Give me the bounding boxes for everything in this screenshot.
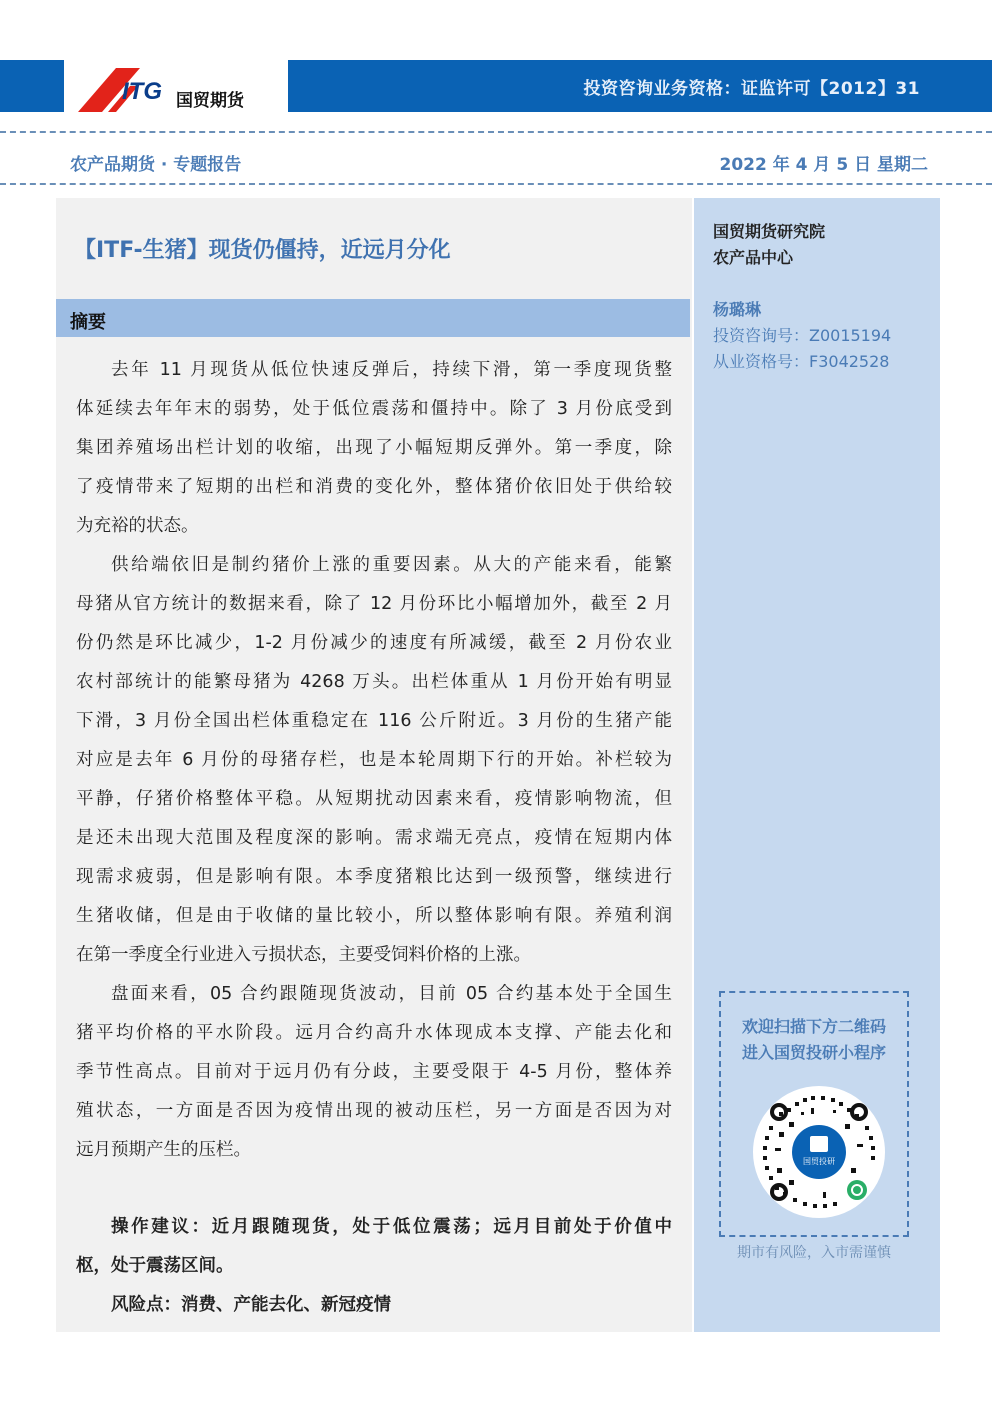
operation-advice — [76, 1208, 672, 1286]
text-line: 季节性高点。目前对于远月仍有分歧，主要受限于 4-5 月份，整体养 — [76, 1062, 672, 1082]
institute-name: 国贸期货研究院 — [713, 222, 826, 241]
text-line: 殖状态，一方面是否因为疫情出现的被动压栏，另一方面是否因为对 — [76, 1101, 672, 1121]
qr-invitation — [719, 1014, 909, 1066]
analyst-name: 杨璐琳 — [713, 300, 762, 319]
text-line: 体延续去年年末的弱势，处于低位震荡和僵持中。除了 3 月份底受到 — [76, 399, 672, 419]
text-line: 在第一季度全行业进入亏损状态，主要受饲料价格的上涨。 — [76, 945, 531, 965]
paragraph-3 — [76, 975, 672, 1170]
header-left-bar — [0, 60, 64, 112]
license-text: 投资咨询业务资格：证监许可【2012】31 — [583, 79, 920, 99]
text-line: 是还未出现大范围及程度深的影响。需求端无亮点，疫情在短期内体 — [76, 828, 672, 848]
paragraph-1 — [76, 351, 672, 546]
logo-company-name: 国贸期货 — [176, 91, 244, 111]
text-line: 去年 11 月现货从低位快速反弹后，持续下滑，第一季度现货整 — [111, 360, 672, 380]
institute-info — [713, 219, 825, 271]
text-line: 平静，仔猪价格整体平稳。从短期扰动因素来看，疫情影响物流，但 — [76, 789, 672, 809]
text-line: 份仍然是环比减少，1-2 月份减少的速度有所减缓，截至 2 月份农业 — [76, 633, 672, 653]
consult-number: 投资咨询号：Z0015194 — [713, 326, 892, 345]
text-line: 了疫情带来了短期的出栏和消费的变化外，整体猪价依旧处于供给较 — [76, 477, 672, 497]
qr-text-line1: 欢迎扫描下方二维码 — [741, 1017, 886, 1036]
text-line: 生猪收储，但是由于收储的量比较小，所以整体影响有限。养殖利润 — [76, 906, 672, 926]
text-line: 盘面来看，05 合约跟随现货波动，目前 05 合约基本处于全国生 — [111, 984, 672, 1004]
text-line: 现需求疲弱，但是影响有限。本季度猪粮比达到一级预警，继续进行 — [76, 867, 672, 887]
text-line: 集团养殖场出栏计划的收缩，出现了小幅短期反弹外。第一季度，除 — [76, 438, 672, 458]
qr-text-line2: 进入国贸投研小程序 — [741, 1043, 886, 1062]
risk-points — [76, 1286, 672, 1325]
report-date: 2022 年 4 月 5 日 星期二 — [719, 155, 928, 175]
header-divider-top — [0, 131, 992, 133]
text-line: 农村部统计的能繁母猪为 4268 万头。出栏体重从 1 月份开始有明显 — [76, 672, 672, 692]
text-line: 风险点：消费、产能去化、新冠疫情 — [111, 1295, 391, 1315]
text-line: 枢，处于震荡区间。 — [76, 1256, 234, 1276]
logo-text: ITG — [122, 78, 162, 105]
text-line: 远月预期产生的压栏。 — [76, 1140, 251, 1160]
mini-program-qr-code[interactable] — [749, 1082, 889, 1222]
analyst-info — [713, 297, 891, 375]
report-title: 【ITF-生猪】现货仍僵持，近远月分化 — [74, 238, 451, 263]
text-line: 下滑，3 月份全国出栏体重稳定在 116 公斤附近。3 月份的生猪产能 — [76, 711, 672, 731]
text-line: 猪平均价格的平水阶段。远月合约高升水体现成本支撑、产能去化和 — [76, 1023, 672, 1043]
text-line: 操作建议：近月跟随现货，处于低位震荡；远月目前处于价值中 — [111, 1217, 672, 1237]
section-header-bar — [56, 299, 690, 337]
qualification-number: 从业资格号：F3042528 — [713, 352, 890, 371]
header-divider-bottom — [0, 183, 992, 185]
text-line: 为充裕的状态。 — [76, 516, 199, 536]
text-line: 对应是去年 6 月份的母猪存栏，也是本轮周期下行的开始。补栏较为 — [76, 750, 672, 770]
section-label-summary: 摘要 — [70, 312, 106, 333]
paragraph-2 — [76, 546, 672, 975]
department-name: 农产品中心 — [713, 248, 794, 267]
text-line: 母猪从官方统计的数据来看，除了 12 月份环比小幅增加外，截至 2 月 — [76, 594, 672, 614]
text-line: 供给端依旧是制约猪价上涨的重要因素。从大的产能来看，能繁 — [111, 555, 672, 575]
qr-center-label: 国贸投研 — [803, 1157, 835, 1166]
report-category: 农产品期货 · 专题报告 — [70, 155, 242, 175]
risk-disclaimer: 期市有风险，入市需谨慎 — [737, 1245, 891, 1261]
